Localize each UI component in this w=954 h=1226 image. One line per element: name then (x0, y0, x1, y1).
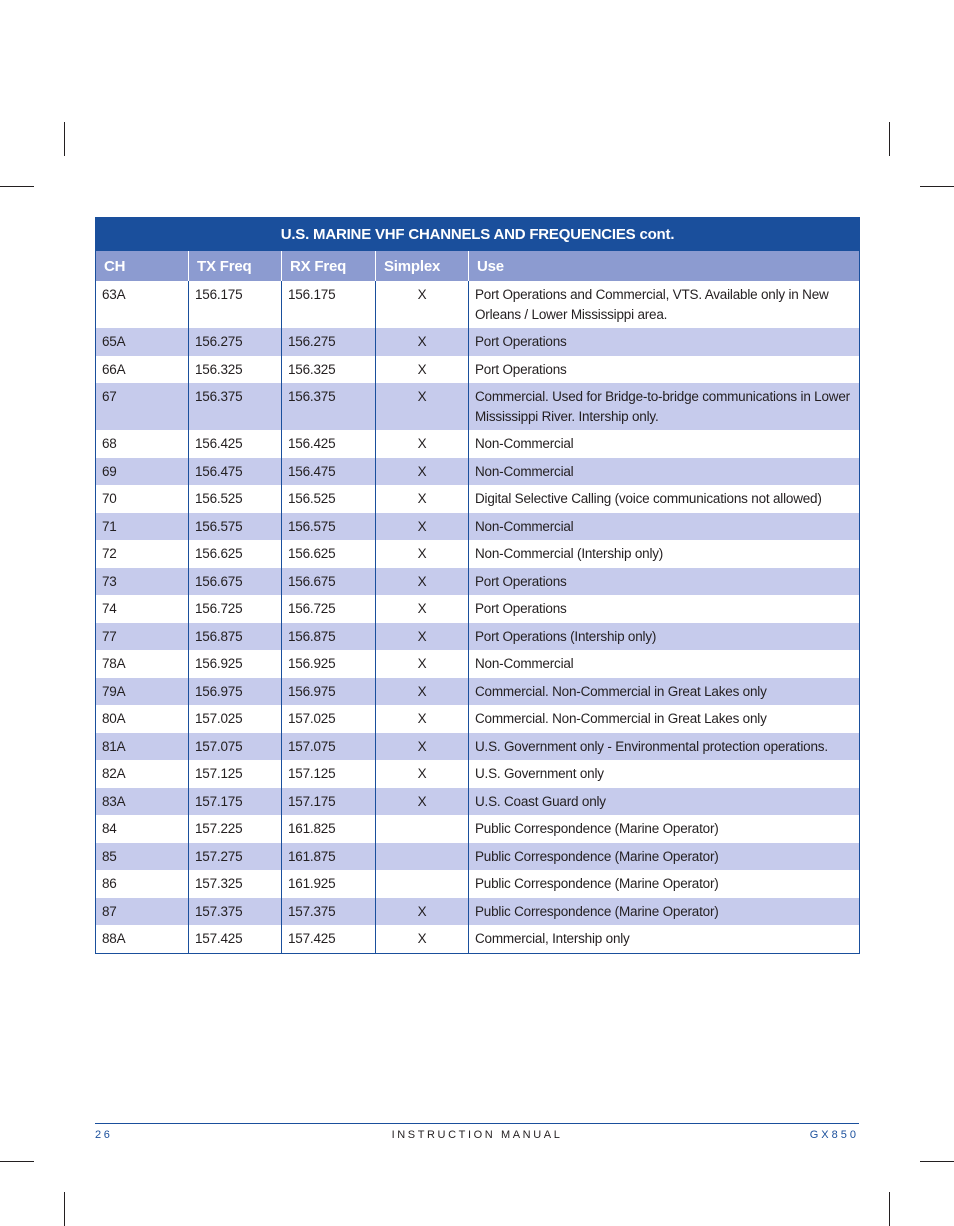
cell-tx-freq: 156.675 (189, 568, 282, 596)
cell-tx-freq: 156.425 (189, 430, 282, 458)
cell-rx-freq: 156.325 (282, 356, 376, 384)
cell-simplex: X (376, 705, 469, 733)
table-row (96, 281, 860, 328)
cell-channel: 66A (96, 356, 189, 384)
cell-channel: 84 (96, 815, 189, 843)
cell-tx-freq: 157.425 (189, 925, 282, 953)
table-row (96, 870, 860, 898)
cell-use: Non-Commercial (Intership only) (475, 546, 664, 561)
channel-table-container (95, 217, 859, 954)
cell-tx-freq: 156.175 (189, 281, 282, 328)
column-header-ch: CH (96, 251, 189, 282)
cell-tx-freq: 157.325 (189, 870, 282, 898)
cell-channel: 65A (96, 328, 189, 356)
cell-use: Port Operations (Intership only) (469, 623, 860, 651)
table-row (96, 650, 860, 678)
cell-rx-freq: 156.675 (282, 568, 376, 596)
cell-tx-freq: 157.275 (189, 843, 282, 871)
table-row (96, 925, 860, 953)
cell-channel: 63A (96, 281, 189, 328)
page-number: 26 (95, 1129, 113, 1141)
table-row (96, 568, 860, 596)
cell-tx-freq: 156.625 (189, 540, 282, 568)
cell-use: U.S. Coast Guard only (469, 788, 860, 816)
cell-rx-freq: 156.525 (282, 485, 376, 513)
cell-tx-freq: 157.125 (189, 760, 282, 788)
table-row (96, 328, 860, 356)
cell-channel: 69 (96, 458, 189, 486)
footer-section-title: INSTRUCTION MANUAL (391, 1129, 563, 1141)
cell-rx-freq: 156.575 (282, 513, 376, 541)
cell-simplex (376, 815, 469, 843)
cell-rx-freq: 156.275 (282, 328, 376, 356)
table-row (96, 898, 860, 926)
cell-channel: 74 (96, 595, 189, 623)
cell-tx-freq: 156.575 (189, 513, 282, 541)
table-row (96, 485, 860, 513)
cell-channel: 77 (96, 623, 189, 651)
cell-use: Commercial. Used for Bridge-to-bridge communications in Lower Mississippi River. Intership only. (469, 383, 860, 430)
cell-rx-freq: 161.875 (282, 843, 376, 871)
cell-rx-freq: 161.925 (282, 870, 376, 898)
cell-simplex: X (376, 568, 469, 596)
table-title: U.S. MARINE VHF CHANNELS AND FREQUENCIES cont. (96, 218, 860, 251)
cell-simplex: X (376, 788, 469, 816)
table-row (96, 788, 860, 816)
cell-tx-freq: 156.975 (189, 678, 282, 706)
column-header-simplex: Simplex (376, 251, 469, 282)
cell-rx-freq: 161.825 (282, 815, 376, 843)
cell-channel: 68 (96, 430, 189, 458)
cell-simplex: X (376, 760, 469, 788)
cell-use: U.S. Government only - Environmental protection operations. (469, 733, 860, 761)
table-row (96, 356, 860, 384)
crop-mark (889, 1192, 890, 1226)
cell-tx-freq: 156.525 (189, 485, 282, 513)
crop-mark (0, 186, 34, 187)
cell-use: Public Correspondence (Marine Operator) (469, 898, 860, 926)
table-header-row (96, 251, 860, 282)
cell-simplex: X (376, 513, 469, 541)
cell-channel: 86 (96, 870, 189, 898)
cell-rx-freq: 156.975 (282, 678, 376, 706)
cell-tx-freq: 157.075 (189, 733, 282, 761)
cell-use: Non-Commercial (475, 656, 574, 671)
cell-simplex: X (376, 458, 469, 486)
cell-channel: 88A (96, 925, 189, 953)
cell-simplex: X (376, 281, 469, 328)
cell-rx-freq: 157.125 (282, 760, 376, 788)
cell-use: Public Correspondence (Marine Operator) (475, 821, 719, 836)
cell-tx-freq: 157.175 (189, 788, 282, 816)
cell-rx-freq: 157.075 (282, 733, 376, 761)
table-row (96, 540, 860, 568)
cell-rx-freq: 156.475 (282, 458, 376, 486)
cell-simplex: X (376, 540, 469, 568)
footer-rule (95, 1123, 859, 1124)
cell-channel: 73 (96, 568, 189, 596)
table-row (96, 623, 860, 651)
cell-tx-freq: 157.375 (189, 898, 282, 926)
cell-rx-freq: 157.175 (282, 788, 376, 816)
table-row (96, 383, 860, 430)
cell-channel: 83A (96, 788, 189, 816)
cell-simplex (376, 843, 469, 871)
cell-simplex: X (376, 328, 469, 356)
cell-tx-freq: 157.225 (189, 815, 282, 843)
cell-use: Public Correspondence (Marine Operator) (469, 843, 860, 871)
cell-channel: 72 (96, 540, 189, 568)
table-row (96, 678, 860, 706)
cell-simplex: X (376, 925, 469, 953)
cell-simplex: X (376, 485, 469, 513)
table-row (96, 760, 860, 788)
cell-channel: 79A (96, 678, 189, 706)
cell-simplex: X (376, 898, 469, 926)
table-title-row (96, 218, 860, 251)
cell-use: Commercial, Intership only (475, 931, 630, 946)
cell-use: Port Operations (475, 601, 567, 616)
table-body (96, 281, 860, 953)
crop-mark (920, 1161, 954, 1162)
cell-simplex: X (376, 678, 469, 706)
cell-channel: 81A (96, 733, 189, 761)
cell-channel: 70 (96, 485, 189, 513)
column-header-tx-freq: TX Freq (189, 251, 282, 282)
cell-rx-freq: 156.425 (282, 430, 376, 458)
table-row (96, 705, 860, 733)
cell-simplex: X (376, 383, 469, 430)
cell-channel: 78A (96, 650, 189, 678)
cell-channel: 82A (96, 760, 189, 788)
cell-simplex: X (376, 356, 469, 384)
cell-rx-freq: 156.925 (282, 650, 376, 678)
cell-use: Port Operations (469, 328, 860, 356)
crop-mark (64, 122, 65, 156)
cell-use: Port Operations and Commercial, VTS. Available only in New Orleans / Lower Mississippi area. (475, 287, 829, 322)
cell-rx-freq: 157.375 (282, 898, 376, 926)
cell-use: Non-Commercial (469, 513, 860, 541)
cell-rx-freq: 156.175 (282, 281, 376, 328)
cell-tx-freq: 156.875 (189, 623, 282, 651)
cell-rx-freq: 156.875 (282, 623, 376, 651)
cell-use: Digital Selective Calling (voice communications not allowed) (475, 491, 822, 506)
table-row (96, 843, 860, 871)
cell-simplex: X (376, 733, 469, 761)
cell-tx-freq: 156.275 (189, 328, 282, 356)
table-row (96, 430, 860, 458)
table-row (96, 815, 860, 843)
cell-rx-freq: 157.425 (282, 925, 376, 953)
cell-use: Port Operations (469, 568, 860, 596)
cell-tx-freq: 156.375 (189, 383, 282, 430)
cell-use: Commercial. Non-Commercial in Great Lakes only (475, 711, 767, 726)
cell-use: Non-Commercial (469, 458, 860, 486)
cell-tx-freq: 156.325 (189, 356, 282, 384)
cell-channel: 67 (96, 383, 189, 430)
cell-channel: 71 (96, 513, 189, 541)
cell-use: Public Correspondence (Marine Operator) (475, 876, 719, 891)
channel-table (95, 217, 860, 954)
table-row (96, 733, 860, 761)
cell-rx-freq: 156.625 (282, 540, 376, 568)
table-row (96, 595, 860, 623)
cell-use: Commercial. Non-Commercial in Great Lakes only (469, 678, 860, 706)
footer-model-name: GX850 (809, 1129, 859, 1141)
table-row (96, 513, 860, 541)
cell-simplex (376, 870, 469, 898)
cell-rx-freq: 156.725 (282, 595, 376, 623)
cell-use: U.S. Government only (475, 766, 604, 781)
cell-simplex: X (376, 430, 469, 458)
cell-channel: 87 (96, 898, 189, 926)
crop-mark (920, 186, 954, 187)
crop-mark (889, 122, 890, 156)
cell-simplex: X (376, 595, 469, 623)
table-row (96, 458, 860, 486)
cell-use: Port Operations (475, 361, 567, 377)
column-header-rx-freq: RX Freq (282, 251, 376, 282)
cell-tx-freq: 156.475 (189, 458, 282, 486)
cell-channel: 80A (96, 705, 189, 733)
crop-mark (0, 1161, 34, 1162)
cell-use: Non-Commercial (475, 436, 574, 451)
cell-simplex: X (376, 650, 469, 678)
cell-tx-freq: 156.725 (189, 595, 282, 623)
cell-rx-freq: 156.375 (282, 383, 376, 430)
cell-rx-freq: 157.025 (282, 705, 376, 733)
cell-tx-freq: 157.025 (189, 705, 282, 733)
column-header-use: Use (469, 251, 860, 282)
cell-simplex: X (376, 623, 469, 651)
cell-tx-freq: 156.925 (189, 650, 282, 678)
crop-mark (64, 1192, 65, 1226)
cell-channel: 85 (96, 843, 189, 871)
